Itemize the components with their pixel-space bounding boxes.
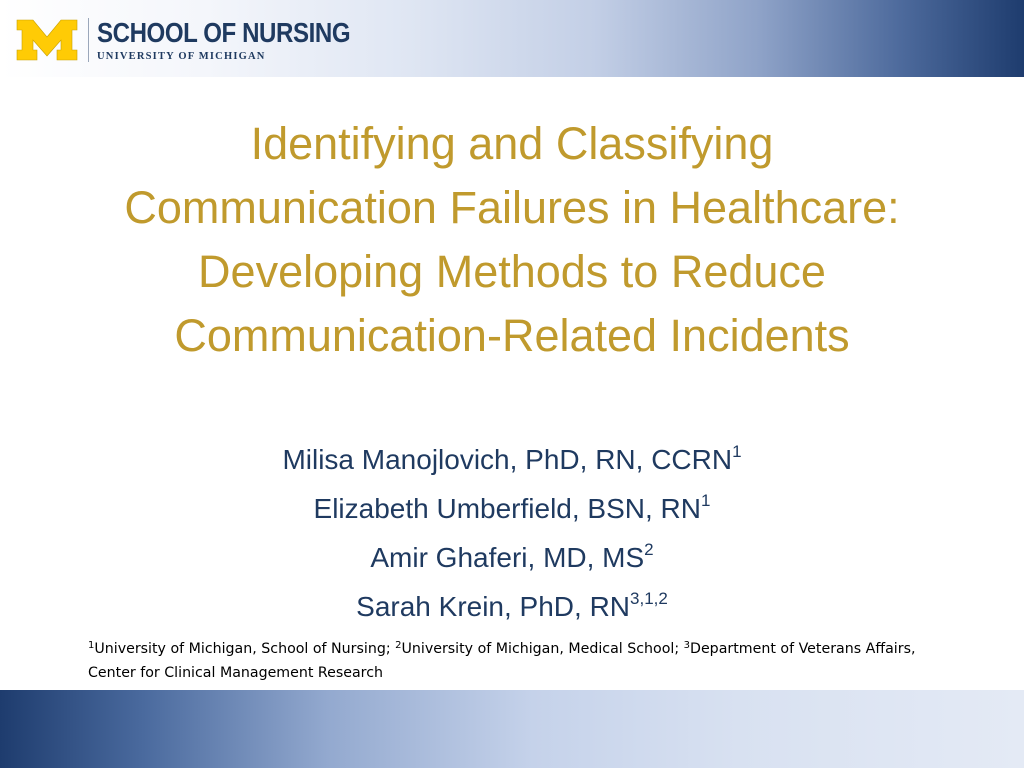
author-line (112, 484, 912, 533)
author-name: Amir Ghaferi, MD, MS (370, 542, 645, 573)
title-line: Developing Methods to Reduce (198, 246, 826, 297)
author-name: Elizabeth Umberfield, BSN, RN (313, 493, 701, 524)
title-line: Communication Failures in Healthcare: (124, 182, 900, 233)
affiliation-text: University of Michigan, School of Nursing; (94, 641, 396, 657)
title-line: Identifying and Classifying (250, 118, 774, 169)
author-affiliation-marker: 1 (732, 442, 742, 461)
author-line (112, 582, 912, 631)
slide-title (40, 112, 984, 368)
affiliation-marker: 3 (683, 640, 691, 651)
title-line: Communication-Related Incidents (174, 310, 850, 361)
logo-divider (88, 18, 89, 62)
affiliation-text: University of Michigan, Medical School; (401, 641, 684, 657)
author-name: Sarah Krein, PhD, RN (356, 591, 631, 622)
affiliations-footnote (88, 637, 948, 685)
author-name: Milisa Manojlovich, PhD, RN, CCRN (282, 444, 733, 475)
author-affiliation-marker: 1 (701, 491, 711, 510)
block-m-logo-icon (16, 19, 78, 61)
affiliation-marker: 1 (88, 640, 95, 651)
school-of-nursing-logo (16, 18, 391, 62)
affiliation-text: Department of Veterans Affairs, Center for Clinical Management Research (88, 641, 916, 681)
footer-band (0, 690, 1024, 768)
logo-sub-text: UNIVERSITY OF MICHIGAN (97, 50, 266, 62)
author-line (112, 533, 912, 582)
author-line (112, 435, 912, 484)
author-list (112, 435, 912, 631)
author-affiliation-marker: 2 (644, 540, 654, 559)
logo-main-text: SCHOOL OF NURSING (97, 16, 351, 48)
author-affiliation-marker: 3,1,2 (630, 589, 668, 608)
affiliation-marker: 2 (395, 640, 402, 651)
